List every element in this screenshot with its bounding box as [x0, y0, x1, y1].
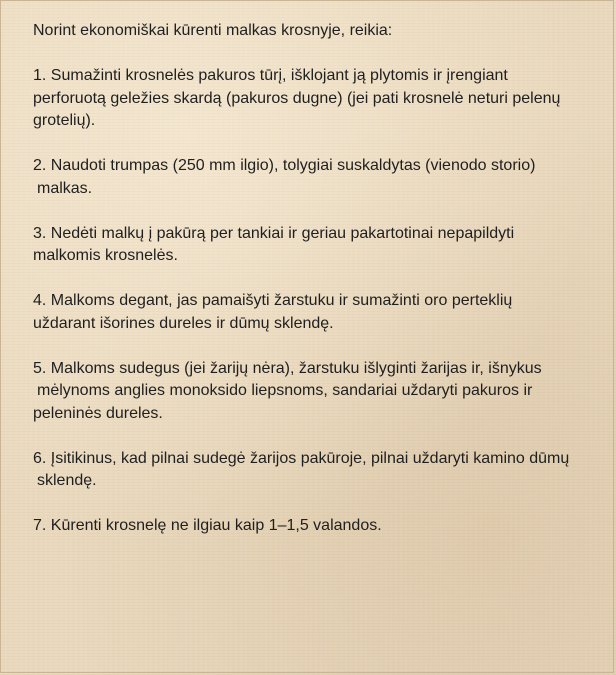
instruction-line: malkomis krosnelės.: [33, 247, 178, 264]
instruction-line: peleninės dureles.: [33, 404, 163, 422]
instruction-line: 2. Naudoti trumpas (250 mm ilgio), tolygiai suskaldytas (vienodo storio): [33, 157, 536, 174]
intro-text: Norint ekonomiškai kūrenti malkas krosnyje, reikia:: [33, 22, 393, 39]
instruction-line: 6. Įsitikinus, kad pilnai sudegė žarijos pakūroje, pilnai uždaryti kamino dūmų: [33, 449, 570, 467]
instruction-item-7: [33, 515, 593, 538]
instruction-line: uždarant išorines dureles ir dūmų sklendę.: [33, 314, 334, 332]
instruction-line: 4. Malkoms degant, jas pamaišyti žarstuku ir sumažinti oro perteklių: [33, 292, 513, 309]
instruction-line: grotelių).: [33, 112, 96, 129]
instruction-item-5: [33, 358, 593, 426]
instruction-item-6: [33, 448, 593, 493]
instruction-item-1: [33, 65, 593, 133]
instruction-item-2: [33, 155, 593, 200]
instruction-line: 3. Nedėti malkų į pakūrą per tankiai ir geriau pakartotinai nepapildyti: [33, 224, 515, 242]
instruction-item-4: [33, 290, 593, 335]
instruction-line: sklendę.: [37, 472, 97, 489]
instruction-line: perforuotą geležies skardą (pakuros dugne) (jei pati krosnelė neturi pelenų: [33, 89, 561, 107]
instruction-line: 5. Malkoms sudegus (jei žarijų nėra), žarstuku išlyginti žarijas ir, išnykus: [33, 359, 542, 377]
instruction-item-3: [33, 223, 593, 268]
instructions-document: [33, 20, 593, 538]
instruction-list: [33, 65, 593, 538]
instruction-line: malkas.: [37, 179, 93, 197]
instruction-line: 7. Kūrenti krosnelę ne ilgiau kaip 1–1,5 valandos.: [33, 517, 382, 534]
instruction-line: mėlynoms anglies monoksido liepsnoms, sandariai uždaryti pakuros ir: [37, 382, 533, 399]
instruction-line: 1. Sumažinti krosnelės pakuros tūrį, išklojant ją plytomis ir įrengiant: [33, 67, 508, 84]
